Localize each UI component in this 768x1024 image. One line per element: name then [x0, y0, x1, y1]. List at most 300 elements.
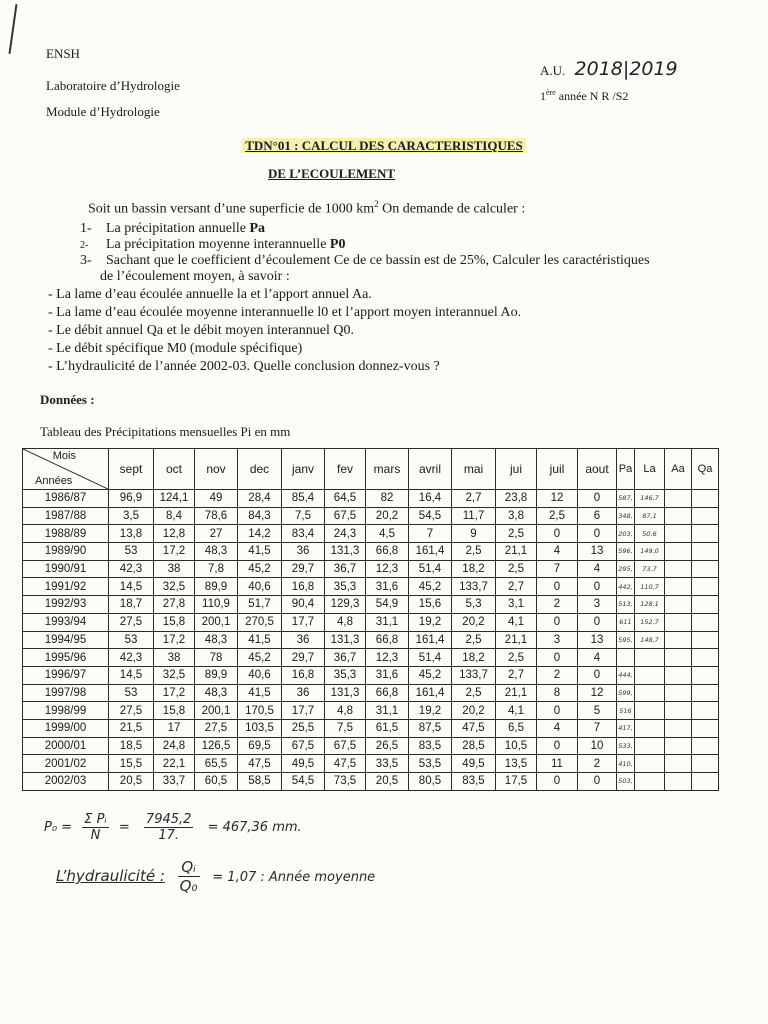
year-cell: 1999/00: [23, 719, 109, 737]
handwritten-la-cell: 148,7: [635, 631, 665, 649]
year-cell: 1989/90: [23, 543, 109, 561]
lab-name: Laboratoire d’Hydrologie: [46, 78, 180, 93]
value-cell: 20,2: [366, 507, 409, 525]
value-cell: 2: [537, 666, 578, 684]
value-cell: 5,3: [452, 596, 496, 614]
value-cell: 18,5: [109, 737, 154, 755]
value-cell: 17,2: [154, 543, 195, 561]
value-cell: 17,7: [282, 613, 325, 631]
value-cell: 16,8: [282, 666, 325, 684]
value-cell: 33,5: [366, 755, 409, 773]
value-cell: 67,5: [282, 737, 325, 755]
handwritten-la-cell: 50,6: [635, 525, 665, 543]
value-cell: 53: [109, 543, 154, 561]
handwritten-pa-cell: 599,: [617, 684, 635, 702]
data-heading: Données :: [40, 392, 95, 407]
value-cell: 45,2: [409, 578, 452, 596]
value-cell: 20,2: [452, 613, 496, 631]
year-cell: 1987/88: [23, 507, 109, 525]
value-cell: 2: [537, 596, 578, 614]
handwritten-la-cell: 128,1: [635, 596, 665, 614]
value-cell: 161,4: [409, 631, 452, 649]
value-cell: 4,1: [496, 702, 537, 720]
value-cell: 73,5: [325, 773, 366, 791]
au-year-handwritten: 2018|2019: [574, 58, 678, 80]
value-cell: 7: [537, 560, 578, 578]
value-cell: 2,7: [496, 666, 537, 684]
value-cell: 2,5: [452, 684, 496, 702]
value-cell: 83,5: [409, 737, 452, 755]
value-cell: 0: [537, 613, 578, 631]
table-row: [23, 666, 719, 684]
handwritten-la-cell: [635, 773, 665, 791]
column-header: fev: [325, 449, 366, 490]
value-cell: 64,5: [325, 490, 366, 508]
value-cell: 126,5: [195, 737, 238, 755]
value-cell: 7: [578, 719, 617, 737]
value-cell: 40,6: [238, 578, 282, 596]
column-header: Aa: [665, 449, 692, 490]
empty-aa-cell: [665, 578, 692, 596]
handwritten-hydraulicity: L’hydraulicité : $\frac{\text{Qᵢ}}{\text{Q₀}}$ = 1,07 : Année moyenne: [56, 858, 376, 895]
handwritten-la-cell: [635, 649, 665, 667]
value-cell: 7,5: [325, 719, 366, 737]
module-name: Module d’Hydrologie: [46, 104, 160, 119]
table-row: [23, 737, 719, 755]
value-cell: 48,3: [195, 684, 238, 702]
value-cell: 51,7: [238, 596, 282, 614]
value-cell: 2,7: [452, 490, 496, 508]
value-cell: 85,4: [282, 490, 325, 508]
empty-qa-cell: [692, 525, 719, 543]
value-cell: 31,6: [366, 578, 409, 596]
value-cell: 32,5: [154, 578, 195, 596]
precipitation-table: [22, 448, 719, 791]
value-cell: 53,5: [409, 755, 452, 773]
value-cell: 27: [195, 525, 238, 543]
empty-aa-cell: [665, 737, 692, 755]
empty-qa-cell: [692, 631, 719, 649]
value-cell: 15,5: [109, 755, 154, 773]
question-3-line2: de l’écoulement moyen, à savoir :: [100, 269, 290, 284]
handwritten-la-cell: [635, 737, 665, 755]
value-cell: 27,5: [195, 719, 238, 737]
year-cell: 2001/02: [23, 755, 109, 773]
value-cell: 129,3: [325, 596, 366, 614]
value-cell: 33,7: [154, 773, 195, 791]
value-cell: 8,4: [154, 507, 195, 525]
value-cell: 27,5: [109, 613, 154, 631]
value-cell: 36,7: [325, 560, 366, 578]
value-cell: 11,7: [452, 507, 496, 525]
value-cell: 69,5: [238, 737, 282, 755]
value-cell: 78: [195, 649, 238, 667]
value-cell: 4: [578, 649, 617, 667]
table-row: [23, 613, 719, 631]
year-cell: 1986/87: [23, 490, 109, 508]
value-cell: 45,2: [238, 649, 282, 667]
value-cell: 67,5: [325, 507, 366, 525]
value-cell: 15,8: [154, 702, 195, 720]
value-cell: 10: [578, 737, 617, 755]
margin-pen-mark: [9, 4, 18, 54]
value-cell: 12,8: [154, 525, 195, 543]
empty-qa-cell: [692, 507, 719, 525]
handwritten-pa-cell: 533,: [617, 737, 635, 755]
value-cell: 2,5: [537, 507, 578, 525]
value-cell: 18,2: [452, 649, 496, 667]
value-cell: 65,5: [195, 755, 238, 773]
handwritten-la-cell: [635, 684, 665, 702]
column-header: mai: [452, 449, 496, 490]
value-cell: 28,5: [452, 737, 496, 755]
handwritten-la-cell: 73,7: [635, 560, 665, 578]
value-cell: 19,2: [409, 702, 452, 720]
value-cell: 51,4: [409, 649, 452, 667]
handwritten-p0-formula: P₀ = $\frac{\text{Σ Pᵢ}}{N}$ = $\frac{7945,2}{17.}$ = 467,36 mm.: [44, 812, 302, 843]
value-cell: 66,8: [366, 684, 409, 702]
value-cell: 13: [578, 631, 617, 649]
value-cell: 4,8: [325, 613, 366, 631]
value-cell: 83,5: [452, 773, 496, 791]
handwritten-la-cell: [635, 666, 665, 684]
value-cell: 0: [537, 773, 578, 791]
column-header: janv: [282, 449, 325, 490]
value-cell: 29,7: [282, 649, 325, 667]
value-cell: 131,3: [325, 631, 366, 649]
value-cell: 3: [578, 596, 617, 614]
table-row: [23, 719, 719, 737]
question-1: 1- La précipitation annuelle Pa: [80, 221, 266, 236]
table-row: [23, 631, 719, 649]
handwritten-la-cell: [635, 702, 665, 720]
year-cell: 1996/97: [23, 666, 109, 684]
empty-aa-cell: [665, 613, 692, 631]
value-cell: 7,8: [195, 560, 238, 578]
value-cell: 270,5: [238, 613, 282, 631]
year-cell: 2000/01: [23, 737, 109, 755]
value-cell: 10,5: [496, 737, 537, 755]
value-cell: 78,6: [195, 507, 238, 525]
empty-qa-cell: [692, 755, 719, 773]
value-cell: 2,5: [496, 525, 537, 543]
handwritten-pa-cell: 295,: [617, 560, 635, 578]
value-cell: 200,1: [195, 702, 238, 720]
value-cell: 16,8: [282, 578, 325, 596]
value-cell: 161,4: [409, 684, 452, 702]
year-cell: 1991/92: [23, 578, 109, 596]
value-cell: 9: [452, 525, 496, 543]
handwritten-la-cell: 146,7: [635, 490, 665, 508]
year-cell: 1998/99: [23, 702, 109, 720]
table-row: [23, 596, 719, 614]
empty-aa-cell: [665, 560, 692, 578]
value-cell: 45,2: [409, 666, 452, 684]
value-cell: 42,3: [109, 649, 154, 667]
page-subtitle: DE L’ECOULEMENT: [268, 166, 396, 181]
handwritten-pa-cell: 513,: [617, 596, 635, 614]
column-header: mars: [366, 449, 409, 490]
year-cell: 2002/03: [23, 773, 109, 791]
table-corner-cell: [23, 449, 109, 490]
value-cell: 0: [578, 525, 617, 543]
column-header: La: [635, 449, 665, 490]
value-cell: 35,3: [325, 666, 366, 684]
handwritten-pa-cell: 444,: [617, 666, 635, 684]
value-cell: 15,6: [409, 596, 452, 614]
table-row: [23, 507, 719, 525]
column-header: avril: [409, 449, 452, 490]
value-cell: 49,5: [282, 755, 325, 773]
empty-aa-cell: [665, 755, 692, 773]
school-name: ENSH: [46, 46, 80, 61]
empty-qa-cell: [692, 649, 719, 667]
value-cell: 4: [537, 543, 578, 561]
value-cell: 24,3: [325, 525, 366, 543]
corner-label-months: Mois: [52, 450, 76, 462]
value-cell: 18,7: [109, 596, 154, 614]
handwritten-pa-cell: 410,: [617, 755, 635, 773]
year-cell: 1995/96: [23, 649, 109, 667]
value-cell: 53: [109, 684, 154, 702]
value-cell: 22,1: [154, 755, 195, 773]
column-header: oct: [154, 449, 195, 490]
value-cell: 80,5: [409, 773, 452, 791]
empty-aa-cell: [665, 543, 692, 561]
value-cell: 13,5: [496, 755, 537, 773]
value-cell: 21,1: [496, 543, 537, 561]
value-cell: 13: [578, 543, 617, 561]
value-cell: 12: [537, 490, 578, 508]
value-cell: 12,3: [366, 649, 409, 667]
value-cell: 200,1: [195, 613, 238, 631]
value-cell: 2,5: [496, 649, 537, 667]
value-cell: 12,3: [366, 560, 409, 578]
value-cell: 4,8: [325, 702, 366, 720]
value-cell: 16,4: [409, 490, 452, 508]
value-cell: 47,5: [452, 719, 496, 737]
value-cell: 103,5: [238, 719, 282, 737]
value-cell: 0: [537, 578, 578, 596]
value-cell: 3,8: [496, 507, 537, 525]
value-cell: 110,9: [195, 596, 238, 614]
value-cell: 0: [537, 702, 578, 720]
value-cell: 36: [282, 684, 325, 702]
value-cell: 49: [195, 490, 238, 508]
value-cell: 17,5: [496, 773, 537, 791]
table-row: [23, 560, 719, 578]
value-cell: 0: [537, 649, 578, 667]
empty-qa-cell: [692, 702, 719, 720]
value-cell: 12: [578, 684, 617, 702]
handwritten-pa-cell: 587,: [617, 490, 635, 508]
value-cell: 17,2: [154, 684, 195, 702]
value-cell: 21,1: [496, 684, 537, 702]
table-row: [23, 525, 719, 543]
value-cell: 2,5: [452, 543, 496, 561]
handwritten-pa-cell: 442,: [617, 578, 635, 596]
bullet-item: - La lame d’eau écoulée moyenne interannuelle l0 et l’apport moyen interannuel Ao.: [48, 305, 522, 320]
value-cell: 83,4: [282, 525, 325, 543]
empty-qa-cell: [692, 560, 719, 578]
empty-qa-cell: [692, 613, 719, 631]
bullet-item: - Le débit annuel Qa et le débit moyen interannuel Q0.: [48, 323, 354, 338]
intro-text: Soit un bassin versant d’une superficie de 1000 $km^2$ On demande de calculer :: [88, 199, 526, 217]
value-cell: 13,8: [109, 525, 154, 543]
handwritten-pa-cell: 503,: [617, 773, 635, 791]
table-row: [23, 543, 719, 561]
handwritten-la-cell: 149,0: [635, 543, 665, 561]
empty-qa-cell: [692, 719, 719, 737]
column-header: dec: [238, 449, 282, 490]
table-row: [23, 702, 719, 720]
value-cell: 54,5: [282, 773, 325, 791]
value-cell: 48,3: [195, 543, 238, 561]
value-cell: 61,5: [366, 719, 409, 737]
value-cell: 28,4: [238, 490, 282, 508]
value-cell: 29,7: [282, 560, 325, 578]
handwritten-pa-cell: 348,: [617, 507, 635, 525]
column-header: Pa: [617, 449, 635, 490]
value-cell: 41,5: [238, 543, 282, 561]
bullet-item: - L’hydraulicité de l’année 2002-03. Quelle conclusion donnez-vous ?: [48, 359, 440, 374]
value-cell: 82: [366, 490, 409, 508]
value-cell: 31,1: [366, 702, 409, 720]
table-body: [23, 490, 719, 791]
value-cell: 2,7: [496, 578, 537, 596]
table-row: [23, 755, 719, 773]
empty-aa-cell: [665, 525, 692, 543]
empty-qa-cell: [692, 543, 719, 561]
column-header: aout: [578, 449, 617, 490]
value-cell: 0: [537, 737, 578, 755]
corner-label-years: Années: [35, 475, 73, 487]
value-cell: 4: [578, 560, 617, 578]
value-cell: 40,6: [238, 666, 282, 684]
value-cell: 32,5: [154, 666, 195, 684]
class-level: 1ère année N R /S2: [540, 88, 629, 103]
handwritten-pa-cell: 595,: [617, 631, 635, 649]
handwritten-la-cell: 87,1: [635, 507, 665, 525]
value-cell: 48,3: [195, 631, 238, 649]
value-cell: 4,1: [496, 613, 537, 631]
empty-aa-cell: [665, 596, 692, 614]
value-cell: 67,5: [325, 737, 366, 755]
empty-aa-cell: [665, 649, 692, 667]
value-cell: 0: [578, 578, 617, 596]
empty-qa-cell: [692, 773, 719, 791]
empty-qa-cell: [692, 666, 719, 684]
value-cell: 47,5: [325, 755, 366, 773]
value-cell: 31,6: [366, 666, 409, 684]
value-cell: 7,5: [282, 507, 325, 525]
handwritten-pa-cell: 516: [617, 702, 635, 720]
value-cell: 21,5: [109, 719, 154, 737]
value-cell: 20,5: [109, 773, 154, 791]
handwritten-la-cell: 110,7: [635, 578, 665, 596]
value-cell: 25,5: [282, 719, 325, 737]
value-cell: 133,7: [452, 578, 496, 596]
value-cell: 49,5: [452, 755, 496, 773]
value-cell: 7: [409, 525, 452, 543]
value-cell: 54,9: [366, 596, 409, 614]
handwritten-la-cell: [635, 719, 665, 737]
value-cell: 18,2: [452, 560, 496, 578]
table-row: [23, 649, 719, 667]
value-cell: 38: [154, 560, 195, 578]
value-cell: 66,8: [366, 543, 409, 561]
handwritten-pa-cell: [617, 649, 635, 667]
handwritten-pa-cell: 417,: [617, 719, 635, 737]
bullet-item: - Le débit spécifique M0 (module spécifique): [48, 341, 303, 356]
value-cell: 96,9: [109, 490, 154, 508]
value-cell: 41,5: [238, 631, 282, 649]
empty-aa-cell: [665, 490, 692, 508]
value-cell: 8: [537, 684, 578, 702]
empty-qa-cell: [692, 596, 719, 614]
value-cell: 14,2: [238, 525, 282, 543]
empty-qa-cell: [692, 684, 719, 702]
value-cell: 27,8: [154, 596, 195, 614]
value-cell: 53: [109, 631, 154, 649]
academic-year: [540, 58, 678, 80]
empty-qa-cell: [692, 737, 719, 755]
value-cell: 133,7: [452, 666, 496, 684]
value-cell: 31,1: [366, 613, 409, 631]
empty-qa-cell: [692, 578, 719, 596]
value-cell: 11: [537, 755, 578, 773]
empty-aa-cell: [665, 507, 692, 525]
handwritten-pa-cell: 611: [617, 613, 635, 631]
question-3: 3- Sachant que le coefficient d’écoulement Ce de ce bassin est de 25%, Calculer les caractéristiques: [80, 253, 650, 268]
value-cell: 87,5: [409, 719, 452, 737]
handwritten-la-cell: [635, 755, 665, 773]
value-cell: 6,5: [496, 719, 537, 737]
handwritten-pa-cell: 203,: [617, 525, 635, 543]
value-cell: 54,5: [409, 507, 452, 525]
value-cell: 51,4: [409, 560, 452, 578]
handwritten-pa-cell: 596,: [617, 543, 635, 561]
value-cell: 45,2: [238, 560, 282, 578]
value-cell: 3,5: [109, 507, 154, 525]
value-cell: 14,5: [109, 666, 154, 684]
value-cell: 0: [578, 666, 617, 684]
empty-qa-cell: [692, 490, 719, 508]
value-cell: 35,3: [325, 578, 366, 596]
value-cell: 17: [154, 719, 195, 737]
value-cell: 20,2: [452, 702, 496, 720]
value-cell: 19,2: [409, 613, 452, 631]
value-cell: 161,4: [409, 543, 452, 561]
value-cell: 89,9: [195, 578, 238, 596]
value-cell: 3: [537, 631, 578, 649]
table-row: [23, 684, 719, 702]
value-cell: 5: [578, 702, 617, 720]
year-cell: 1988/89: [23, 525, 109, 543]
value-cell: 0: [578, 490, 617, 508]
value-cell: 60,5: [195, 773, 238, 791]
value-cell: 47,5: [238, 755, 282, 773]
value-cell: 27,5: [109, 702, 154, 720]
table-title: Tableau des Précipitations mensuelles Pi en mm: [40, 424, 291, 439]
year-cell: 1990/91: [23, 560, 109, 578]
table-row: [23, 773, 719, 791]
value-cell: 17,2: [154, 631, 195, 649]
value-cell: 58,5: [238, 773, 282, 791]
value-cell: 84,3: [238, 507, 282, 525]
year-cell: 1993/94: [23, 613, 109, 631]
column-header: jui: [496, 449, 537, 490]
